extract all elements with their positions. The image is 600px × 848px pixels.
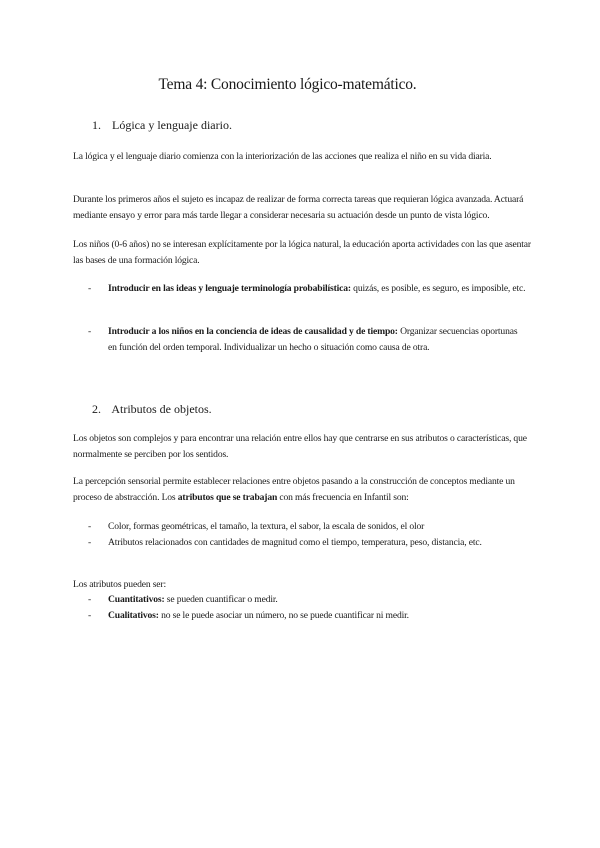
list-item [88,608,528,624]
section-2-heading [92,402,212,417]
paragraph-text: La percepción sensorial permite establecer relaciones entre objetos pasando a la construcción de conceptos mediante un proceso de abstracción. Los [73,476,515,503]
list-item-bold: Cualitativos: [108,610,159,621]
list-item-bold: Introducir en las ideas y lenguaje terminología probabilística: [108,283,351,294]
list-item-text: Organizar secuencias oportunas en función del orden temporal. Individualizar un hecho o situación como causa de otra. [108,326,518,353]
bullet-dash: - [88,537,92,548]
list-item [88,519,528,535]
list-item-text: Color, formas geométricas, el tamaño, la textura, el sabor, la escala de sonidos, el olor [108,521,425,532]
list-item [88,535,528,551]
section-1-paragraph-3: Los niños (0-6 años) no se interesan explícitamente por la lógica natural, la educación aporta actividades con las que asentar las bases de una formación lógica. [73,239,531,266]
section-1-heading [92,118,232,133]
section-1-number: 1. [92,118,101,132]
bullet-dash: - [88,326,92,337]
section-1-paragraph-1: La lógica y el lenguaje diario comienza con la interiorización de las acciones que realiza el niño en su vida diaria. [73,151,492,162]
paragraph-bold-text: atributos que se trabajan [177,492,278,503]
list-item-text: se pueden cuantificar o medir. [164,594,278,605]
list-item [88,324,528,356]
list-item-text: Atributos relacionados con cantidades de magnitud como el tiempo, temperatura, peso, distancia, etc. [108,537,482,548]
section-2-title: Atributos de objetos. [111,402,212,416]
section-2-number: 2. [92,402,101,416]
bullet-dash: - [88,521,92,532]
section-2-paragraph-3: Los atributos pueden ser: [73,579,166,590]
bullet-dash: - [88,283,92,294]
list-item-text: quizás, es posible, es seguro, es imposible, etc. [350,283,526,294]
list-item [88,592,528,608]
page-title: Tema 4: Conocimiento lógico-matemático. [158,76,417,93]
section-2-paragraph-2 [73,474,533,506]
list-item [88,281,528,297]
list-item-bold: Cuantitativos: [108,594,165,605]
bullet-dash: - [88,610,92,621]
list-item-text: no se le puede asociar un número, no se puede cuantificar ni medir. [158,610,409,621]
section-1-title: Lógica y lenguaje diario. [112,118,232,132]
list-item-bold: Introducir a los niños en la conciencia de ideas de causalidad y de tiempo: [108,326,398,337]
section-1-paragraph-2: Durante los primeros años el sujeto es incapaz de realizar de forma correcta tareas que requieran lógica avanzada. Actuará mediante ensayo y error para más tarde llegar a considerar necesaria su actuación desde un punto de vista lógico. [73,194,524,221]
section-2-paragraph-1: Los objetos son complejos y para encontrar una relación entre ellos hay que centrarse en sus atributos o características, que normalmente se perciben por los sentidos. [73,433,527,460]
paragraph-text: con más frecuencia en Infantil son: [277,492,409,503]
bullet-dash: - [88,594,92,605]
